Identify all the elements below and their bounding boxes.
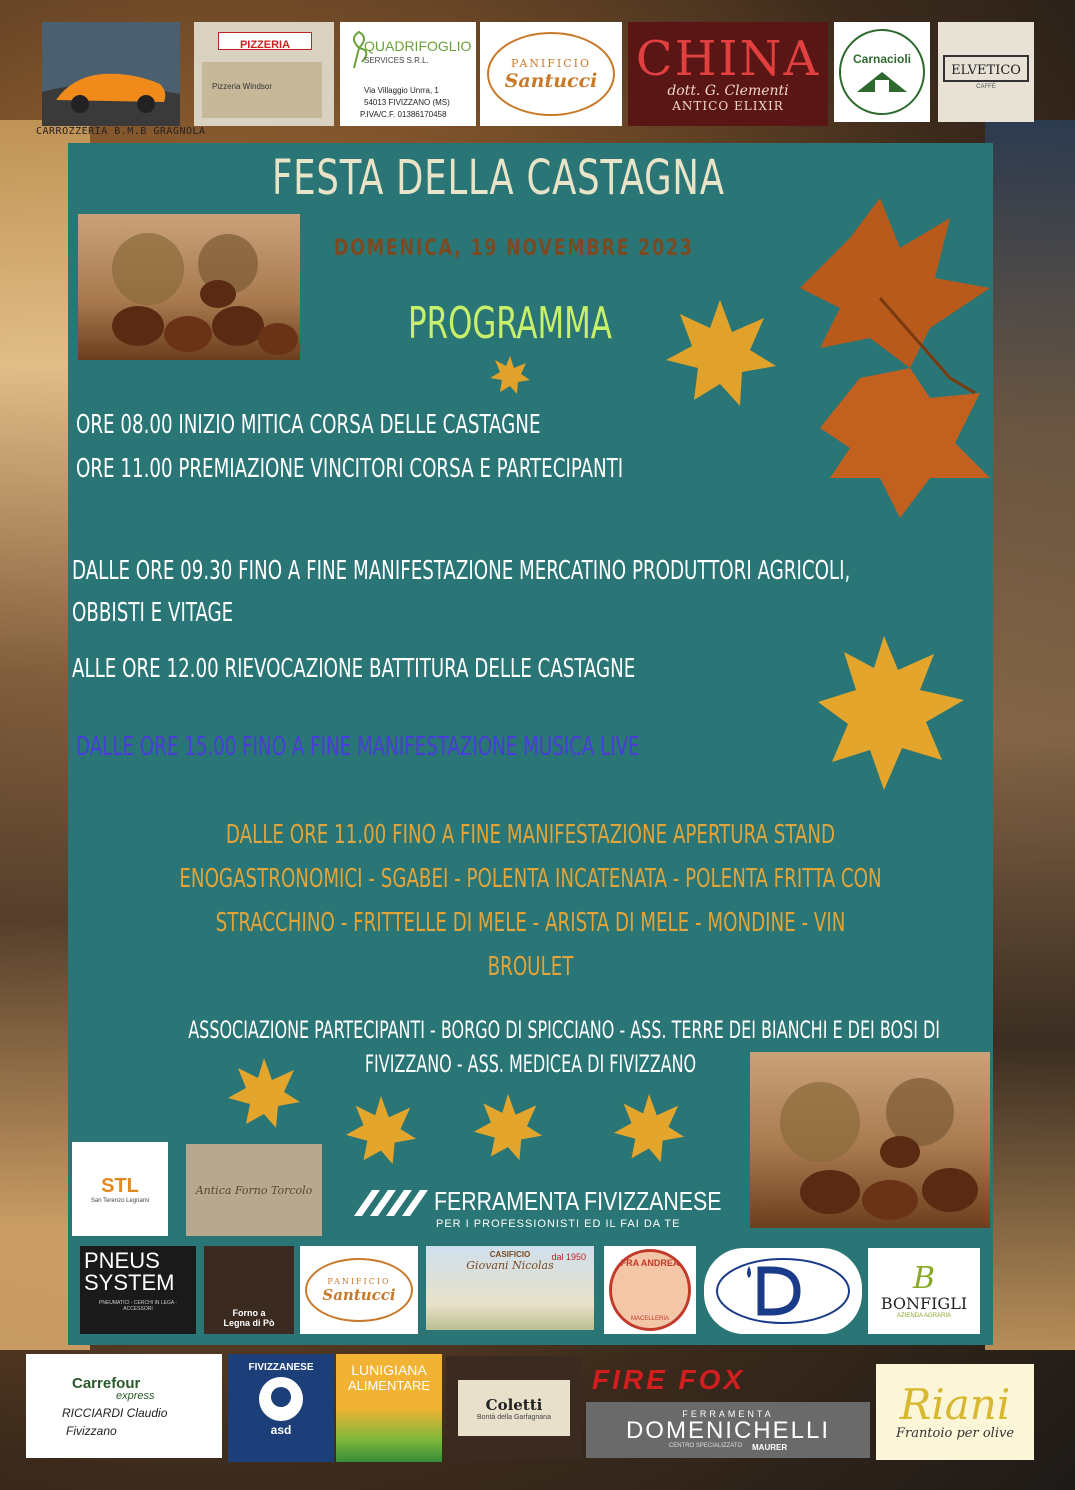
pneus-line-3: PNEUMATICI - CERCHI IN LEGA - ACCESSORI — [99, 1300, 177, 1312]
fivizzanese-asd: asd — [270, 1423, 292, 1437]
ferramenta-tag: PER I PROFESSIONISTI ED IL FAI DA TE — [436, 1218, 681, 1230]
sports-car-icon — [42, 22, 180, 126]
leaf-small-mid — [488, 354, 532, 398]
logo-d-mark — [704, 1248, 862, 1334]
program-heading: PROGRAMMA — [408, 298, 612, 349]
coletti-name: Coletti — [485, 1395, 543, 1414]
carrefour-town: Fivizzano — [66, 1423, 117, 1438]
logo-china — [628, 22, 828, 126]
logo-riani — [876, 1364, 1034, 1460]
association-line-2: FIVIZZANO - ASS. MEDICEA DI FIVIZZANO — [364, 1050, 697, 1078]
stand-line-2: ENOGASTRONOMICI - SGABEI - POLENTA INCATENATA - POLENTA FRITTA CON — [179, 864, 882, 894]
casificio-year: dal 1950 — [551, 1252, 586, 1262]
leaf-bottom-3 — [472, 1092, 544, 1164]
panificio-top-label: PANIFICIO — [510, 56, 592, 70]
d-logo-icon — [713, 1256, 853, 1326]
carrefour-name: Carrefour — [72, 1374, 141, 1392]
program-line-5: DALLE ORE 15.00 FINO A FINE MANIFESTAZIONE MUSICA LIVE — [76, 732, 640, 762]
fra-andrea-name: FRA ANDREA — [620, 1258, 680, 1268]
stl-name: STL — [101, 1174, 139, 1197]
elvetico-sub: CAFFÈ — [976, 83, 996, 90]
chestnut-photo-bottom — [750, 1052, 990, 1228]
china-name: CHINA — [635, 31, 821, 87]
firefox-label: FIRE FOX — [592, 1364, 746, 1395]
stand-line-3: STRACCHINO - FRITTELLE DI MELE - ARISTA DI MELE - MONDINE - VIN — [215, 908, 846, 938]
logo-coletti — [446, 1356, 582, 1460]
stand-line-4: BROULET — [487, 952, 574, 982]
carrozzeria-label: CARROZZERIA B.M.B GRAGNOLA — [36, 126, 206, 137]
bonfigli-sub: AZIENDA AGRARIA — [896, 1312, 951, 1319]
domenichelli-name: DOMENICHELLI — [625, 1416, 831, 1444]
china-tag: ANTICO ELIXIR — [672, 99, 784, 113]
casificio-name: Giovani Nicolas — [466, 1259, 554, 1272]
pizzeria-sub: Pizzeria Windsor — [212, 82, 273, 91]
antica-forno-name: Antica Forno Torcolo — [195, 1183, 313, 1197]
logo-bonfigli — [868, 1248, 980, 1334]
bonfigli-mark: B — [912, 1260, 936, 1296]
stand-block — [68, 820, 993, 996]
carrefour-sub: express — [116, 1389, 155, 1402]
program-line-2: ORE 11.00 PREMIAZIONE VINCITORI CORSA E PARTECIPANTI — [76, 454, 624, 484]
china-sub: dott. G. Clementi — [667, 83, 789, 99]
carrefour-owner: RICCIARDI Claudio — [62, 1405, 168, 1420]
logo-pneus-system — [80, 1246, 196, 1334]
logo-quadrifoglio — [340, 22, 476, 126]
bonfigli-name: BONFIGLI — [880, 1293, 968, 1313]
riani-sub: Frantoio per olive — [895, 1425, 1015, 1441]
program-line-4: ALLE ORE 12.00 RIEVOCAZIONE BATTITURA DELLE CASTAGNE — [72, 654, 636, 684]
carnacioli-name: Carnacioli — [852, 52, 912, 66]
ferramenta-stripes-icon — [354, 1188, 434, 1218]
program-line-3b: OBBISTI E VITAGE — [72, 598, 234, 628]
quadrifoglio-addr3: P.IVA/C.F. 01386170458 — [360, 110, 447, 119]
logo-antica-forno — [186, 1144, 322, 1236]
event-title: FESTA DELLA CASTAGNA — [272, 150, 725, 206]
domenichelli-top: FERRAMENTA — [682, 1408, 774, 1419]
logo-carrozzeria — [42, 22, 180, 126]
panificio-top-name: Santucci — [504, 69, 598, 92]
coletti-sub: Bontà della Garfagnana — [477, 1413, 551, 1421]
leaf-large-top-right — [760, 178, 1000, 538]
logo-casificio — [426, 1246, 594, 1330]
program-line-3a: DALLE ORE 09.30 FINO A FINE MANIFESTAZIONE MERCATINO PRODUTTORI AGRICOLI, — [72, 556, 851, 586]
stl-sub: San Terenzo Legnami — [90, 1197, 150, 1204]
farm-icon — [857, 66, 907, 92]
forno-line-2: Legna di Pò — [223, 1318, 275, 1328]
maurer-label: MAURER — [752, 1442, 788, 1452]
logo-fivizzanese — [228, 1354, 334, 1462]
riani-name: Riani — [899, 1379, 1011, 1429]
quadrifoglio-name: QUADRIFOGLIO — [364, 38, 472, 54]
logo-carrefour — [26, 1354, 222, 1458]
leaf-yellow-mid — [660, 296, 780, 416]
association-line-1: ASSOCIAZIONE PARTECIPANTI - BORGO DI SPICCIANO - ASS. TERRE DEI BIANCHI E DEI BOSI DI — [188, 1016, 940, 1044]
pizzeria-name: PIZZERIA — [239, 39, 291, 51]
logo-domenichelli — [586, 1402, 870, 1458]
leaf-bottom-4 — [612, 1092, 686, 1166]
casificio-top: CASIFICIO — [489, 1250, 531, 1259]
leaf-bottom-2 — [344, 1094, 418, 1168]
quadrifoglio-sub: SERVICES S.R.L. — [364, 56, 429, 65]
logo-lunigiana — [336, 1354, 442, 1462]
fivizzanese-name: FIVIZZANESE — [248, 1362, 314, 1373]
logo-fra-andrea — [604, 1246, 696, 1334]
domenichelli-sub: CENTRO SPECIALIZZATO — [668, 1442, 742, 1449]
logo-pizzeria — [194, 22, 334, 126]
stand-line-1: DALLE ORE 11.00 FINO A FINE MANIFESTAZIONE APERTURA STAND — [225, 820, 836, 850]
panificio-mid-label: PANIFICIO — [327, 1276, 391, 1286]
logo-panificio-top — [480, 22, 622, 126]
quadrifoglio-addr1: Via Villaggio Unrra, 1 — [364, 86, 439, 95]
panificio-mid-name: Santucci — [322, 1285, 396, 1304]
logo-stl — [72, 1142, 168, 1236]
logo-forno-legna — [204, 1246, 294, 1334]
quadrifoglio-addr2: 54013 FIVIZZANO (MS) — [364, 98, 450, 107]
logo-carnacioli — [834, 22, 930, 122]
chestnut-photo-top — [78, 214, 300, 360]
program-line-1: ORE 08.00 INIZIO MITICA CORSA DELLE CASTAGNE — [76, 410, 541, 440]
leaf-yellow-right — [814, 630, 974, 800]
chestnut-icon-2 — [750, 1052, 990, 1228]
lunigiana-line-1: LUNIGIANA — [351, 1362, 427, 1378]
pneus-line-1: PNEUS — [84, 1248, 160, 1273]
fra-andrea-sub: MACELLERIA — [630, 1316, 669, 1322]
chestnut-icon — [78, 214, 300, 360]
elvetico-name: ELVETICO — [951, 62, 1021, 78]
logo-elvetico — [938, 22, 1034, 122]
ferramenta-name: FERRAMENTA FIVIZZANESE — [434, 1186, 722, 1216]
forno-line-1: Forno a — [232, 1308, 266, 1318]
lunigiana-line-2: ALIMENTARE — [347, 1378, 431, 1393]
mascot-icon — [251, 1373, 311, 1429]
pneus-line-2: SYSTEM — [84, 1270, 175, 1295]
logo-panificio-mid — [300, 1246, 418, 1334]
event-date: DOMENICA, 19 NOVEMBRE 2023 — [334, 236, 694, 261]
